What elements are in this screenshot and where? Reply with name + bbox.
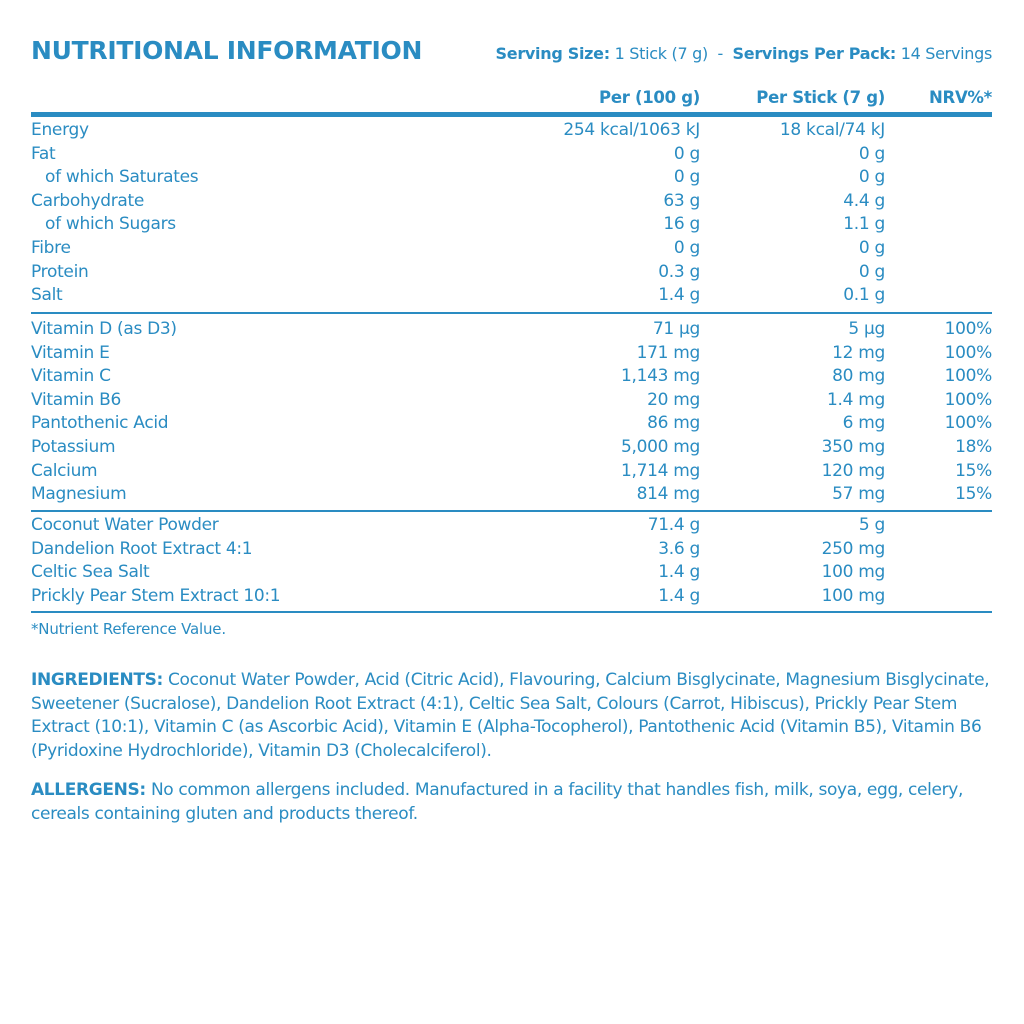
row-nrv: 15% xyxy=(955,460,992,481)
column-header-per-stick: Per Stick (7 g) xyxy=(756,88,885,107)
row-label: of which Saturates xyxy=(45,167,199,188)
row-per-stick: 0 g xyxy=(858,167,885,188)
row-per-stick: 0 g xyxy=(858,237,885,258)
row-label: of which Sugars xyxy=(45,214,176,235)
nrv-footnote: *Nutrient Reference Value. xyxy=(31,620,226,638)
row-per-stick: 250 mg xyxy=(821,538,885,559)
row-per100: 16 g xyxy=(663,214,700,235)
row-nrv: 100% xyxy=(944,366,992,387)
table-row xyxy=(31,586,992,610)
allergens-text: No common allergens included. Manufactured in a facility that handles fish, milk, soya, egg, celery, cereals containing gluten and products thereof. xyxy=(31,780,964,824)
table-row xyxy=(31,562,992,586)
row-per-stick: 100 mg xyxy=(821,562,885,583)
row-nrv: 18% xyxy=(955,436,992,457)
table-bottom-divider xyxy=(31,611,992,613)
table-row xyxy=(31,262,992,286)
row-per-stick: 5 g xyxy=(858,515,885,535)
row-per-stick: 18 kcal/74 kJ xyxy=(779,120,885,140)
row-label: Celtic Sea Salt xyxy=(31,562,150,583)
row-nrv: 100% xyxy=(944,319,992,339)
table-row xyxy=(31,319,992,343)
row-label: Prickly Pear Stem Extract 10:1 xyxy=(31,585,281,606)
row-per100: 71 µg xyxy=(652,319,700,339)
row-per100: 1,143 mg xyxy=(620,366,700,387)
table-row xyxy=(31,515,992,539)
allergens-block xyxy=(31,779,996,826)
row-per100: 20 mg xyxy=(647,389,700,410)
table-row xyxy=(31,461,992,485)
ingredients-block xyxy=(31,669,996,763)
row-nrv: 100% xyxy=(944,342,992,363)
table-row xyxy=(31,390,992,414)
row-label: Energy xyxy=(31,120,89,140)
section-divider xyxy=(31,312,992,314)
page-title: NUTRITIONAL INFORMATION xyxy=(31,36,423,65)
table-row xyxy=(31,214,992,238)
table-row xyxy=(31,238,992,262)
section-divider xyxy=(31,510,992,512)
row-nrv: 100% xyxy=(944,413,992,434)
row-per100: 814 mg xyxy=(636,484,700,505)
row-label: Vitamin C xyxy=(31,366,111,387)
row-label: Calcium xyxy=(31,460,98,481)
servings-per-pack-label: Servings Per Pack: xyxy=(732,44,896,63)
row-per100: 254 kcal/1063 kJ xyxy=(563,120,700,140)
table-row xyxy=(31,413,992,437)
row-per-stick: 0 g xyxy=(858,143,885,164)
extracts-section xyxy=(31,515,992,609)
row-label: Fat xyxy=(31,143,56,164)
vitamins-section xyxy=(31,319,992,508)
table-row xyxy=(31,539,992,563)
row-per-stick: 350 mg xyxy=(821,436,885,457)
row-per-stick: 5 µg xyxy=(848,319,885,339)
column-header-nrv: NRV%* xyxy=(929,88,992,107)
row-per100: 0 g xyxy=(673,167,700,188)
row-label: Coconut Water Powder xyxy=(31,515,219,535)
row-per100: 1.4 g xyxy=(658,585,700,606)
ingredients-text: Coconut Water Powder, Acid (Citric Acid), Flavouring, Calcium Bisglycinate, Magnesium Bisglycinate, Sweetener (Sucralose), Dandelion Root Extract (4:1), Celtic Sea Salt, Colours (Carrot, Hibiscus), Prickly Pear Stem Extract (10:1), Vitamin C (as Ascorbic Acid), Vitamin E (Alpha-Tocopherol), Pantothenic Acid (Vitamin B5), Vitamin B6 (Pyridoxine Hydrochloride), Vitamin D3 (Cholecalciferol). xyxy=(31,670,990,761)
row-label: Protein xyxy=(31,261,89,282)
row-per100: 1,714 mg xyxy=(620,460,700,481)
row-per-stick: 80 mg xyxy=(832,366,885,387)
row-per-stick: 1.4 mg xyxy=(827,389,885,410)
row-per100: 71.4 g xyxy=(647,515,700,535)
row-per-stick: 120 mg xyxy=(821,460,885,481)
row-per100: 171 mg xyxy=(636,342,700,363)
row-nrv: 15% xyxy=(955,484,992,505)
row-label: Pantothenic Acid xyxy=(31,413,169,434)
row-per-stick: 12 mg xyxy=(832,342,885,363)
row-per100: 3.6 g xyxy=(658,538,700,559)
row-per100: 0.3 g xyxy=(658,261,700,282)
table-header xyxy=(31,88,992,108)
nutrition-section xyxy=(31,120,992,309)
serving-size-value: 1 Stick (7 g) xyxy=(614,44,708,63)
allergens-label: ALLERGENS: xyxy=(31,780,146,800)
table-row xyxy=(31,120,992,144)
row-per-stick: 100 mg xyxy=(821,585,885,606)
header-divider xyxy=(31,112,992,117)
table-row xyxy=(31,437,992,461)
row-label: Salt xyxy=(31,285,63,306)
serving-info xyxy=(496,44,992,63)
row-label: Vitamin B6 xyxy=(31,389,122,410)
row-per-stick: 57 mg xyxy=(832,484,885,505)
serving-separator: - xyxy=(717,44,723,63)
servings-per-pack-value: 14 Servings xyxy=(900,44,992,63)
row-nrv: 100% xyxy=(944,389,992,410)
table-row xyxy=(31,484,992,508)
row-label: Fibre xyxy=(31,237,71,258)
row-label: Magnesium xyxy=(31,484,127,505)
row-per100: 63 g xyxy=(663,190,700,211)
ingredients-label: INGREDIENTS: xyxy=(31,670,163,690)
row-per-stick: 4.4 g xyxy=(843,190,885,211)
row-per100: 5,000 mg xyxy=(620,436,700,457)
row-per100: 0 g xyxy=(673,237,700,258)
row-per100: 86 mg xyxy=(647,413,700,434)
row-per-stick: 6 mg xyxy=(842,413,885,434)
table-row xyxy=(31,167,992,191)
row-label: Vitamin E xyxy=(31,342,110,363)
row-label: Potassium xyxy=(31,436,116,457)
row-per-stick: 0 g xyxy=(858,261,885,282)
table-row xyxy=(31,191,992,215)
table-row xyxy=(31,366,992,390)
row-per100: 1.4 g xyxy=(658,562,700,583)
row-label: Vitamin D (as D3) xyxy=(31,319,177,339)
row-per100: 1.4 g xyxy=(658,285,700,306)
row-per-stick: 1.1 g xyxy=(843,214,885,235)
row-per100: 0 g xyxy=(673,143,700,164)
row-label: Dandelion Root Extract 4:1 xyxy=(31,538,253,559)
serving-size-label: Serving Size: xyxy=(495,44,610,63)
column-header-per100: Per (100 g) xyxy=(599,88,700,107)
row-label: Carbohydrate xyxy=(31,190,145,211)
row-per-stick: 0.1 g xyxy=(843,285,885,306)
table-row xyxy=(31,144,992,168)
table-row xyxy=(31,285,992,309)
table-row xyxy=(31,343,992,367)
